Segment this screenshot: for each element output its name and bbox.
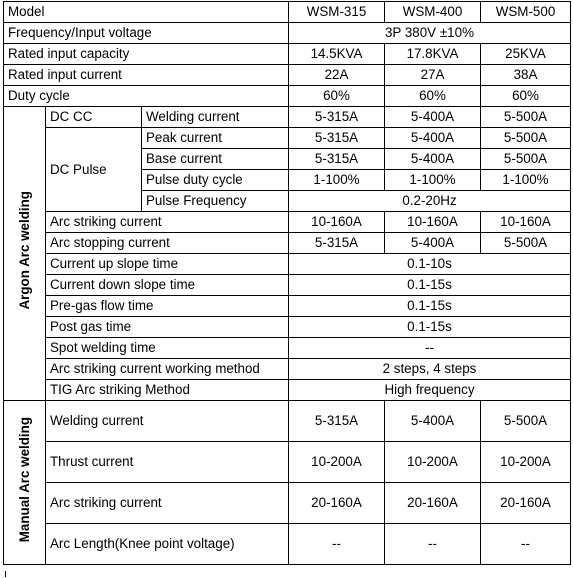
table-row: [4, 212, 571, 233]
row-label: Arc striking current working method: [46, 359, 289, 380]
row-label: Spot welding time: [46, 338, 289, 359]
specification-table: [3, 1, 571, 565]
row-label: Duty cycle: [4, 86, 289, 107]
row-value: 10-160A: [481, 212, 571, 233]
table-row: [4, 107, 571, 128]
table-row: [4, 275, 571, 296]
row-value: 5-315A: [289, 233, 385, 254]
row-value: 60%: [385, 86, 481, 107]
model-name: WSM-315: [289, 2, 385, 23]
row-label: Arc stopping current: [46, 233, 289, 254]
row-value: High frequency: [289, 380, 571, 401]
manual-section-label: [4, 401, 46, 565]
row-label: Thrust current: [46, 442, 289, 483]
row-value: 5-315A: [289, 107, 385, 128]
row-value: 27A: [385, 65, 481, 86]
row-value: 5-500A: [481, 233, 571, 254]
row-value: 0.1-15s: [289, 317, 571, 338]
row-label: Post gas time: [46, 317, 289, 338]
row-label: TIG Arc striking Method: [46, 380, 289, 401]
row-label: Rated input capacity: [4, 44, 289, 65]
row-label: Pre-gas flow time: [46, 296, 289, 317]
table-row: [4, 524, 571, 565]
row-label: Peak current: [142, 128, 289, 149]
row-label: Current up slope time: [46, 254, 289, 275]
row-value: 5-400A: [385, 233, 481, 254]
row-value: 1-100%: [385, 170, 481, 191]
row-value: --: [481, 524, 571, 565]
table-row: [4, 254, 571, 275]
row-value: 0.1-10s: [289, 254, 571, 275]
model-name: WSM-500: [481, 2, 571, 23]
row-label: Arc striking current: [46, 212, 289, 233]
row-value: 5-500A: [481, 401, 571, 442]
model-label: Model: [4, 2, 289, 23]
row-value: 5-500A: [481, 107, 571, 128]
row-value: 10-200A: [289, 442, 385, 483]
table-row: [4, 359, 571, 380]
row-value: 20-160A: [385, 483, 481, 524]
row-value: 5-400A: [385, 401, 481, 442]
row-value: 10-200A: [385, 442, 481, 483]
row-label: Base current: [142, 149, 289, 170]
section-title: Manual Arc welding: [16, 416, 32, 543]
row-label: Pulse duty cycle: [142, 170, 289, 191]
row-value: 25KVA: [481, 44, 571, 65]
argon-section-label: [4, 107, 46, 401]
row-value: 5-500A: [481, 128, 571, 149]
row-value: 17.8KVA: [385, 44, 481, 65]
row-value: 60%: [289, 86, 385, 107]
row-value: --: [289, 524, 385, 565]
row-label: Frequency/Input voltage: [4, 23, 289, 44]
row-value: 10-200A: [481, 442, 571, 483]
group-label: DC CC: [46, 107, 142, 128]
row-label: Pulse Frequency: [142, 191, 289, 212]
row-value: --: [289, 338, 571, 359]
table-row: [4, 442, 571, 483]
row-value: 10-160A: [289, 212, 385, 233]
row-value: 10-160A: [385, 212, 481, 233]
row-value: 38A: [481, 65, 571, 86]
row-label: Welding current: [46, 401, 289, 442]
row-value: 2 steps, 4 steps: [289, 359, 571, 380]
table-row: [4, 23, 571, 44]
table-row: [4, 380, 571, 401]
row-label: Arc Length(Knee point voltage): [46, 524, 289, 565]
row-value: 0.1-15s: [289, 296, 571, 317]
table-row: [4, 296, 571, 317]
row-value: 1-100%: [289, 170, 385, 191]
header-row: [4, 2, 571, 23]
table-row: [4, 44, 571, 65]
row-label: Current down slope time: [46, 275, 289, 296]
row-value: 60%: [481, 86, 571, 107]
row-value: 22A: [289, 65, 385, 86]
row-value: 5-400A: [385, 128, 481, 149]
row-value: 5-400A: [385, 107, 481, 128]
table-row: [4, 65, 571, 86]
row-value: 20-160A: [289, 483, 385, 524]
row-value: 3P 380V ±10%: [289, 23, 571, 44]
table-row: [4, 317, 571, 338]
text-cursor: [5, 571, 6, 577]
table-row: [4, 128, 571, 149]
table-row: [4, 233, 571, 254]
group-label: DC Pulse: [46, 128, 142, 212]
row-value: 0.1-15s: [289, 275, 571, 296]
table-row: [4, 401, 571, 442]
row-value: 1-100%: [481, 170, 571, 191]
table-row: [4, 338, 571, 359]
row-value: 20-160A: [481, 483, 571, 524]
row-value: 5-315A: [289, 149, 385, 170]
row-value: 5-500A: [481, 149, 571, 170]
table-row: [4, 86, 571, 107]
model-name: WSM-400: [385, 2, 481, 23]
row-value: 5-315A: [289, 401, 385, 442]
section-title: Argon Arc welding: [16, 191, 32, 310]
table-row: [4, 483, 571, 524]
row-label: Welding current: [142, 107, 289, 128]
row-value: 0.2-20Hz: [289, 191, 571, 212]
row-value: 5-315A: [289, 128, 385, 149]
row-value: --: [385, 524, 481, 565]
row-label: Arc striking current: [46, 483, 289, 524]
row-value: 14.5KVA: [289, 44, 385, 65]
row-value: 5-400A: [385, 149, 481, 170]
row-label: Rated input current: [4, 65, 289, 86]
